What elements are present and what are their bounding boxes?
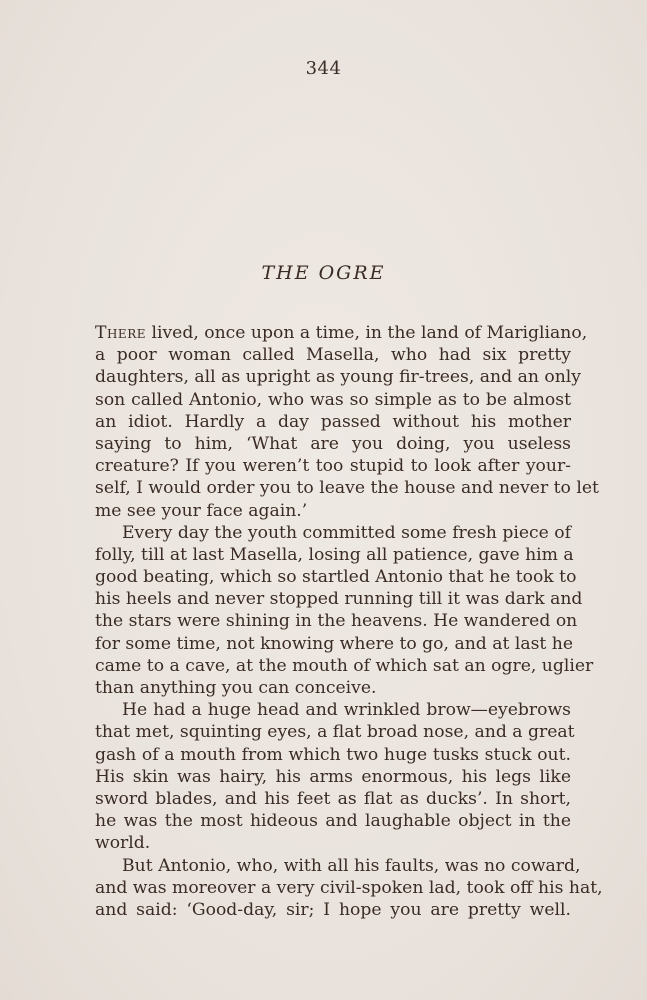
text-line: the stars were shining in the heavens. He wandered on xyxy=(95,611,578,632)
text-line: He had a huge head and wrinkled brow—eyebrows xyxy=(122,700,571,721)
text-line: good beating, which so startled Antonio that he took to xyxy=(95,567,577,588)
text-line: than anything you can conceive. xyxy=(95,678,377,698)
text-line: he was the most hideous and laughable object in the xyxy=(95,811,571,832)
text-line: and was moreover a very civil-spoken lad, took off his hat, xyxy=(95,877,603,898)
text-line: an idiot. Hardly a day passed without his mother xyxy=(95,411,571,432)
text-line: and said: ‘Good-day, sir; I hope you are pretty well. xyxy=(95,899,571,920)
text-line: self, I would order you to leave the house and never to let xyxy=(95,478,599,499)
text-line: came to a cave, at the mouth of which sat an ogre, uglier xyxy=(95,655,594,676)
text-line: that met, squinting eyes, a flat broad nose, and a great xyxy=(95,722,575,743)
text-line: gash of a mouth from which two huge tusks stuck out. xyxy=(95,744,571,765)
page-number: 344 xyxy=(305,58,342,79)
chapter-title: THE OGRE xyxy=(261,262,386,284)
text-line: me see your face again.’ xyxy=(95,500,308,521)
text-line: son called Antonio, who was so simple as to be almost xyxy=(95,389,571,410)
drop-word: There xyxy=(95,323,146,343)
text-line: saying to him, ‘What are you doing, you useless xyxy=(95,433,571,454)
text-line: There lived, once upon a time, in the land of Marigliano, xyxy=(95,323,588,343)
text-line: sword blades, and his feet as flat as ducks’. In short, xyxy=(95,788,571,809)
text-line: for some time, not knowing where to go, and at last he xyxy=(95,633,574,654)
text-line: But Antonio, who, with all his faults, was no coward, xyxy=(122,855,581,876)
text-line: world. xyxy=(95,833,151,854)
text-line: Every day the youth committed some fresh piece of xyxy=(122,522,571,543)
text-line: a poor woman called Masella, who had six pretty xyxy=(95,345,571,366)
text-line: daughters, all as upright as young fir-trees, and an only xyxy=(95,367,581,388)
text-line: creature? If you weren’t too stupid to look after your- xyxy=(95,456,571,477)
text-line: His skin was hairy, his arms enormous, his legs like xyxy=(95,766,571,787)
body-text xyxy=(95,322,603,921)
text-line: folly, till at last Masella, losing all patience, gave him a xyxy=(95,544,574,565)
text-line: his heels and never stopped running till it was dark and xyxy=(95,589,583,610)
